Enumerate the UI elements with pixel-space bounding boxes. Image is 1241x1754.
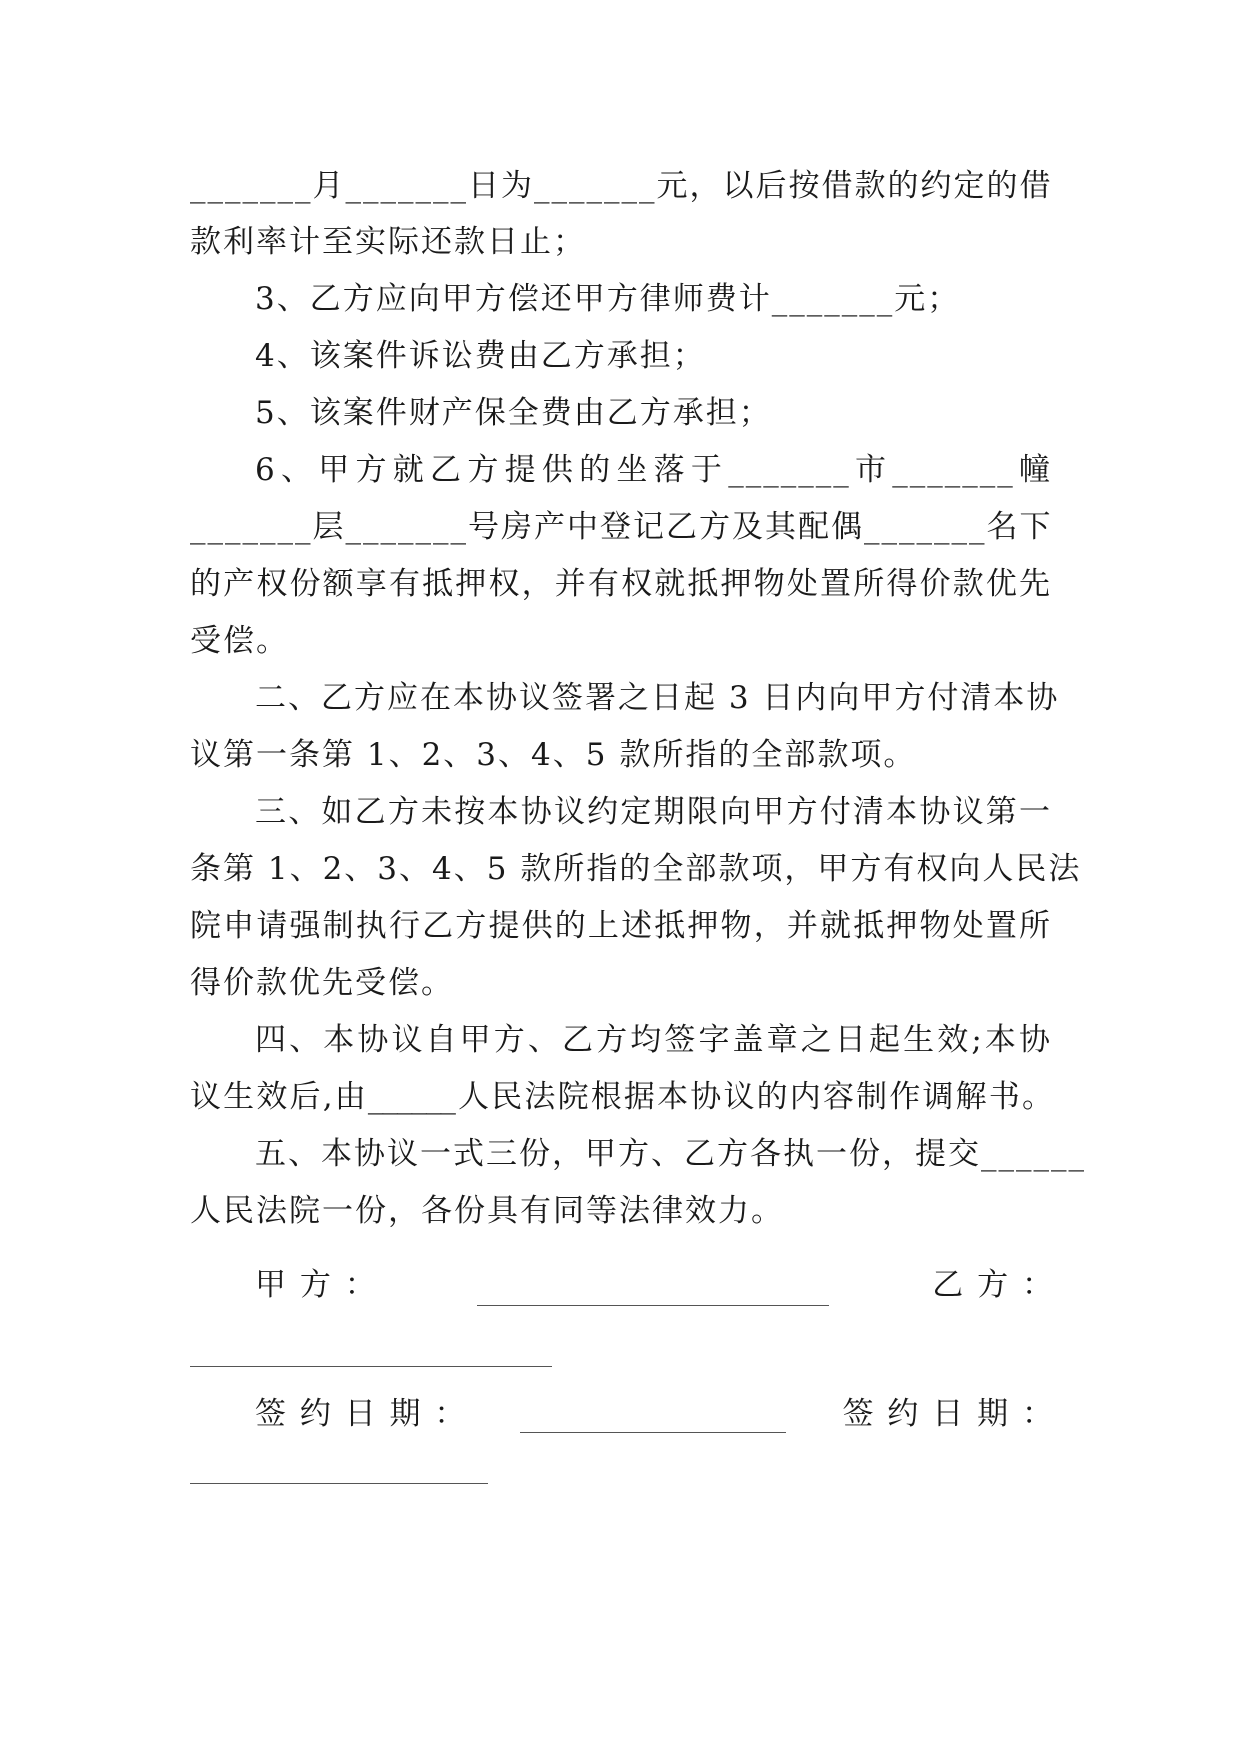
clause-3: 3、乙方应向甲方偿还甲方律师费计_______元； bbox=[255, 281, 961, 317]
article-3-line: 条第 1、2、3、4、5 款所指的全部款项，甲方有权向人民法 bbox=[190, 851, 1082, 887]
clause-6-line: 6、甲方就乙方提供的坐落于_______市_______幢 bbox=[255, 452, 1052, 488]
article-2-line: 二、乙方应在本协议签署之日起 3 日内向甲方付清本协 bbox=[255, 680, 1060, 716]
clause-6-line: _______层_______号房产中登记乙方及其配偶_______名下 bbox=[190, 509, 1053, 545]
article-5-line: 五、本协议一式三份，甲方、乙方各执一份，提交______ bbox=[255, 1136, 1086, 1172]
clause-4: 4、该案件诉讼费由乙方承担； bbox=[255, 338, 706, 374]
sign-date-a-label: 签 约 日 期 ： bbox=[255, 1396, 468, 1432]
article-2-line: 议第一条第 1、2、3、4、5 款所指的全部款项。 bbox=[190, 737, 917, 773]
clause-5: 5、该案件财产保全费由乙方承担； bbox=[255, 395, 772, 431]
paragraph-line: 款利率计至实际还款日止； bbox=[190, 224, 586, 260]
article-4-line: 四、本协议自甲方、乙方均签字盖章之日起生效;本协 bbox=[255, 1022, 1052, 1058]
party-a-label: 甲 方 ： bbox=[255, 1267, 378, 1303]
party-b-signature-line bbox=[190, 1366, 552, 1367]
sign-date-b-label: 签 约 日 期 ： bbox=[842, 1396, 1055, 1432]
article-3-line: 得价款优先受偿。 bbox=[190, 965, 454, 1001]
party-b-label: 乙 方 ： bbox=[932, 1267, 1055, 1303]
article-4-line: 议生效后,由______人民法院根据本协议的内容制作调解书。 bbox=[190, 1079, 1052, 1115]
sign-date-a-line bbox=[520, 1432, 786, 1433]
article-3-line: 院申请强制执行乙方提供的上述抵押物，并就抵押物处置所 bbox=[190, 908, 1052, 944]
sign-date-b-line bbox=[190, 1483, 488, 1484]
article-3-line: 三、如乙方未按本协议约定期限向甲方付清本协议第一 bbox=[255, 794, 1052, 830]
paragraph-line: _______月_______日为_______元，以后按借款的约定的借 bbox=[190, 168, 1053, 204]
clause-6-line: 的产权份额享有抵押权，并有权就抵押物处置所得价款优先 bbox=[190, 566, 1052, 602]
party-a-signature-line bbox=[477, 1305, 829, 1306]
clause-6-line: 受偿。 bbox=[190, 623, 289, 659]
article-5-line: 人民法院一份，各份具有同等法律效力。 bbox=[190, 1193, 784, 1229]
